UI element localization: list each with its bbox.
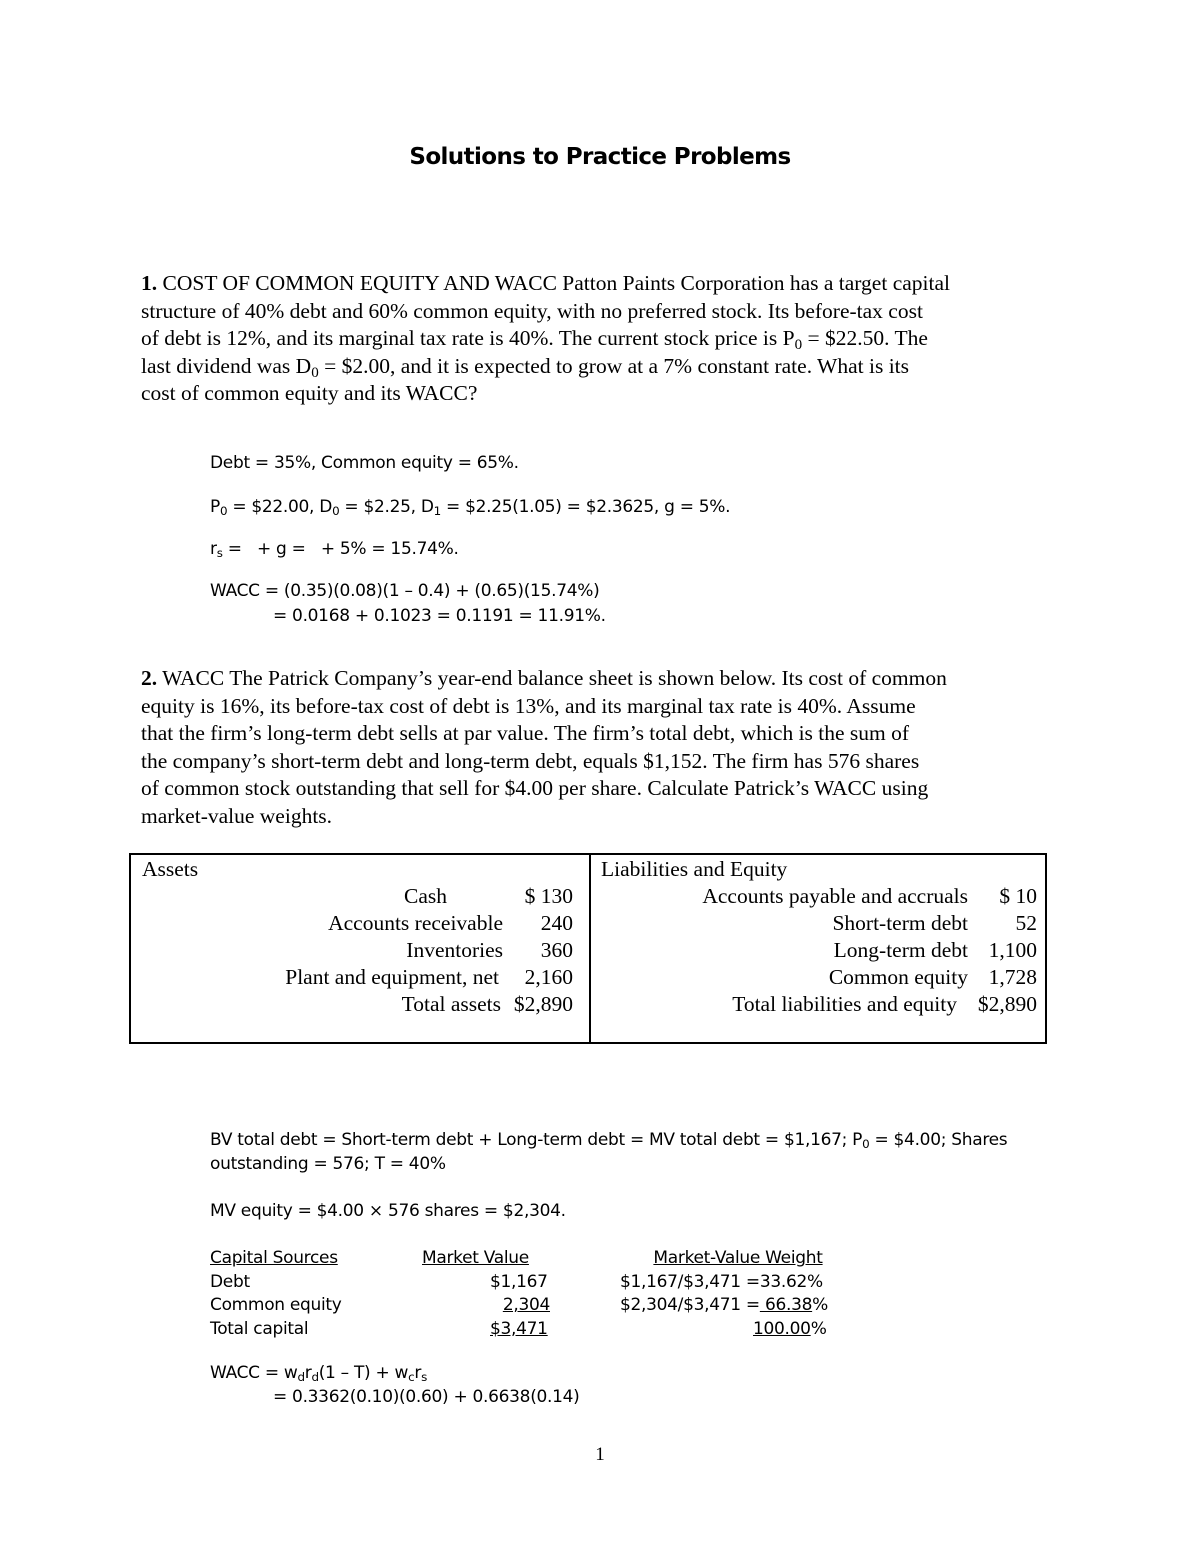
table-cell: Total capital	[210, 1319, 309, 1339]
problem-2-text	[141, 665, 1041, 830]
table-cell: $1,167/$3,471 =33.62%	[620, 1272, 823, 1292]
asset-label: Accounts receivable	[328, 911, 503, 935]
table-cell: $2,304/$3,471 = 66.38%	[620, 1295, 828, 1315]
solution-2-line-2: outstanding = 576; T = 40%	[210, 1154, 446, 1174]
asset-value: $2,890	[513, 992, 573, 1016]
liability-label: Total liabilities and equity	[732, 992, 957, 1016]
liability-label: Long-term debt	[833, 938, 968, 962]
table-cell: 2,304	[502, 1295, 550, 1315]
problem-line: of common stock outstanding that sell for $4.00 per share. Calculate Patrick’s WACC using	[141, 776, 929, 800]
column-header: Capital Sources	[210, 1248, 338, 1268]
asset-label: Cash	[404, 884, 447, 908]
asset-value: $ 130	[524, 884, 573, 908]
liabilities-header: Liabilities and Equity	[601, 857, 788, 881]
asset-value: 240	[540, 911, 573, 935]
liability-value: 1,728	[988, 965, 1037, 989]
problem-line: the company’s short-term debt and long-term debt, equals $1,152. The firm has 576 shares	[141, 748, 920, 773]
liability-label: Common equity	[828, 965, 968, 989]
liability-label: Short-term debt	[832, 911, 968, 935]
problem-line: that the firm’s long-term debt sells at par value. The firm’s total debt, which is the sum of	[141, 721, 910, 745]
problem-line: market-value weights.	[141, 803, 333, 828]
problem-line: structure of 40% debt and 60% common equity, with no preferred stock. Its before-tax cost	[141, 298, 923, 323]
asset-label: Total assets	[401, 992, 501, 1016]
solution-wacc-line-1: WACC = (0.35)(0.08)(1 – 0.4) + (0.65)(15.74%)	[210, 581, 600, 601]
solution-rs: $r_s$ = + g = + 5% = 15.74%.	[210, 539, 459, 560]
problem-line: equity is 16%, its before-tax cost of debt is 13%, and its marginal tax rate is 40%. Assume	[141, 693, 916, 718]
column-header: Market Value	[422, 1248, 529, 1268]
problem-line: last dividend was $D_0$ = $2.00, and it is expected to grow at a 7% constant rate. What is its	[141, 353, 910, 381]
asset-label: Inventories	[406, 938, 503, 962]
table-cell: 100.00%	[753, 1319, 827, 1339]
balance-sheet-table	[129, 853, 1047, 1044]
liability-value: 1,100	[988, 938, 1037, 962]
problem-line: WACC The Patrick Company’s year-end balance sheet is shown below. Its cost of common	[162, 666, 947, 690]
table-cell: $1,167	[490, 1272, 548, 1292]
problem-number: 1.	[141, 271, 158, 295]
solution-weights: Debt = 35%, Common equity = 65%.	[210, 453, 519, 473]
problem-line: of debt is 12%, and its marginal tax rate is 40%. The current stock price is $P_0$ = $22.50. The	[141, 326, 928, 353]
problem-line: cost of common equity and its WACC?	[141, 381, 478, 405]
page-title: Solutions to Practice Problems	[409, 144, 791, 170]
liability-value: $2,890	[977, 992, 1037, 1016]
asset-value: 2,160	[524, 965, 573, 989]
assets-header: Assets	[142, 857, 199, 881]
table-cell: Debt	[210, 1272, 250, 1292]
wacc-formula: WACC = $w_dr_d(1 - T) + w_cr_s$	[210, 1363, 428, 1384]
mv-equity: MV equity = $4.00 × 576 shares = $2,304.	[210, 1201, 566, 1221]
solution-wacc-line-2: = 0.0168 + 0.1023 = 0.1191 = 11.91%.	[273, 606, 606, 626]
asset-label: Plant and equipment, net	[285, 965, 499, 989]
liability-value: $ 10	[999, 884, 1037, 908]
table-cell: $3,471	[490, 1319, 548, 1339]
table-divider	[589, 855, 591, 1042]
problem-number: 2.	[141, 666, 158, 690]
table-cell: Common equity	[210, 1295, 342, 1315]
wacc-formula-line-2: = 0.3362(0.10)(0.60) + 0.6638(0.14)	[273, 1387, 580, 1407]
liability-label: Accounts payable and accruals	[702, 884, 968, 908]
problem-1-text	[141, 270, 1041, 408]
column-header: Market-Value Weight	[653, 1248, 823, 1268]
page-number: 1	[595, 1444, 605, 1465]
problem-line: COST OF COMMON EQUITY AND WACC Patton Paints Corporation has a target capital	[162, 271, 951, 295]
liability-value: 52	[1015, 911, 1037, 935]
solution-values: $P_0$ = $22.00, $D_0$ = $2.25, $D_1$ = $2.25(1.05) = $2.3625, g = 5%.	[210, 497, 731, 518]
solution-2-line-1: BV total debt = Short-term debt + Long-term debt = MV total debt = $1,167; $P_0$ = $4.00; Shares	[210, 1130, 1008, 1151]
asset-value: 360	[540, 938, 573, 962]
